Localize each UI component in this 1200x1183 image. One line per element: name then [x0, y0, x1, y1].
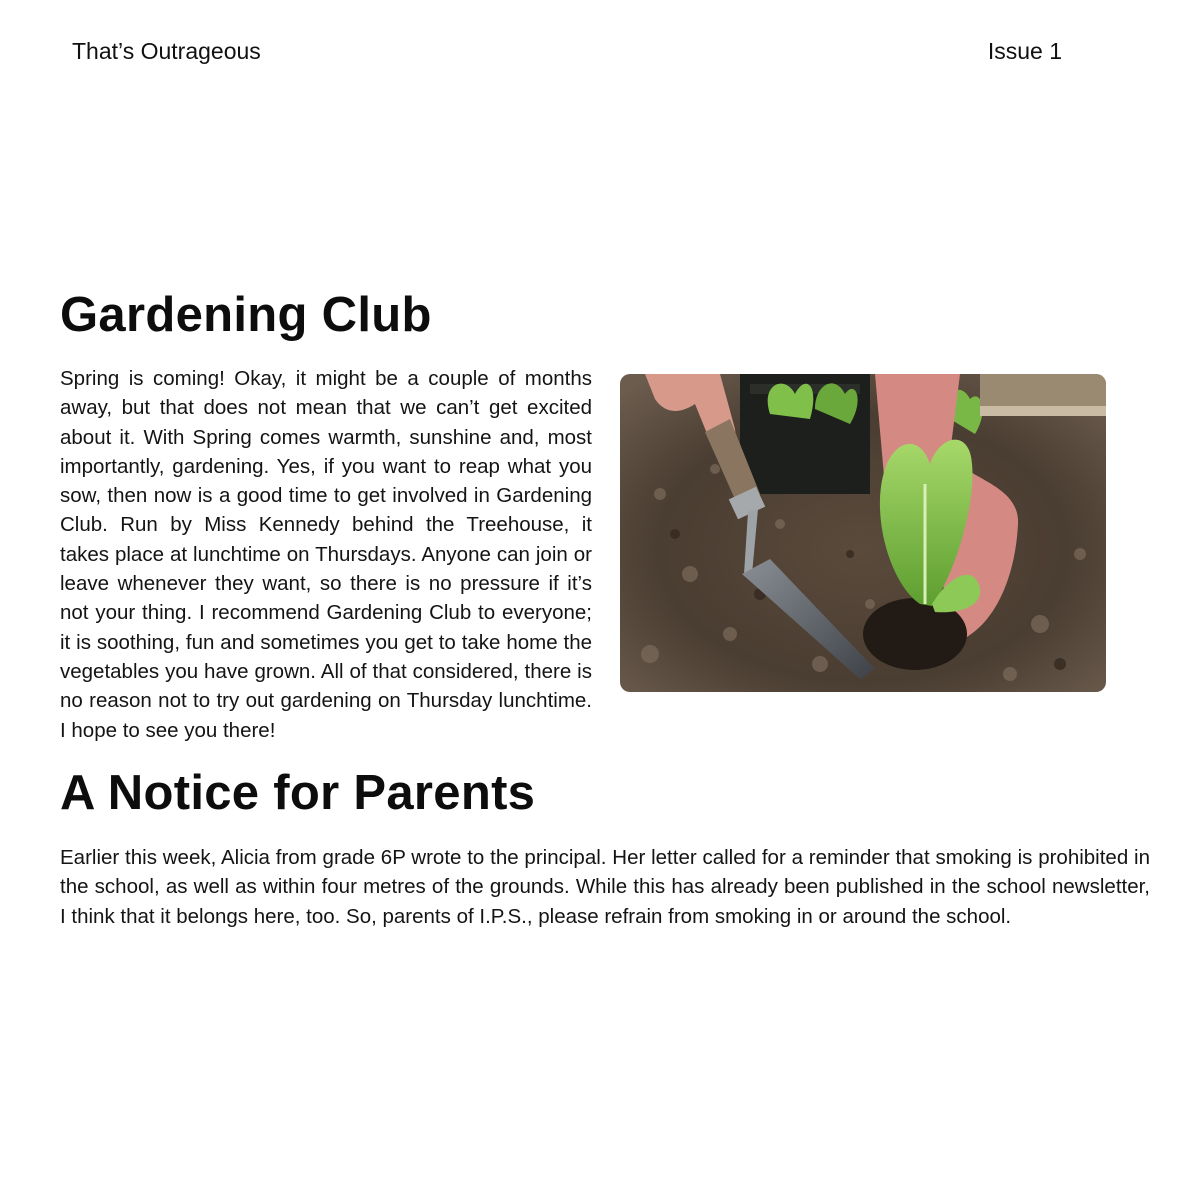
- notice-for-parents-heading: A Notice for Parents: [60, 766, 536, 820]
- page-header: [72, 36, 1062, 66]
- notice-text: Earlier this week, Alicia from grade 6P wrote to the principal. Her letter called for a reminder that smoking is prohibited in the school, as well as within four metres of the grounds. While this has already been published in the school newsletter, I think that it belongs here, too. So, parents of I.P.S., please refrain from smoking in or around the school.: [60, 846, 1150, 928]
- gardening-club-article: [60, 364, 1150, 745]
- notice-for-parents-article: [60, 843, 1150, 931]
- gardening-photo: [620, 374, 1106, 692]
- gardening-club-text: Spring is coming! Okay, it might be a couple of months away, but that does not mean that we can’t get excited about it. With Spring comes warmth, sunshine and, most importantly, gardening. Yes, if you want to reap what you sow, then now is a good time to get involved in Gardening Club. Run by Miss Kennedy behind the Treehouse, it takes place at lunchtime on Thursdays. Anyone can join or leave whenever they want, so there is no pressure if it’s not your thing. I recommend Gardening Club to everyone; it is soothing, fun and sometimes you get to take home the vegetables you have grown. All of that considered, there is no reason not to try out gardening on Thursday lunchtime. I hope to see you there!: [60, 367, 592, 742]
- gardening-club-heading: Gardening Club: [60, 288, 432, 342]
- publication-name: That’s Outrageous: [72, 38, 261, 64]
- issue-number: Issue 1: [987, 38, 1062, 64]
